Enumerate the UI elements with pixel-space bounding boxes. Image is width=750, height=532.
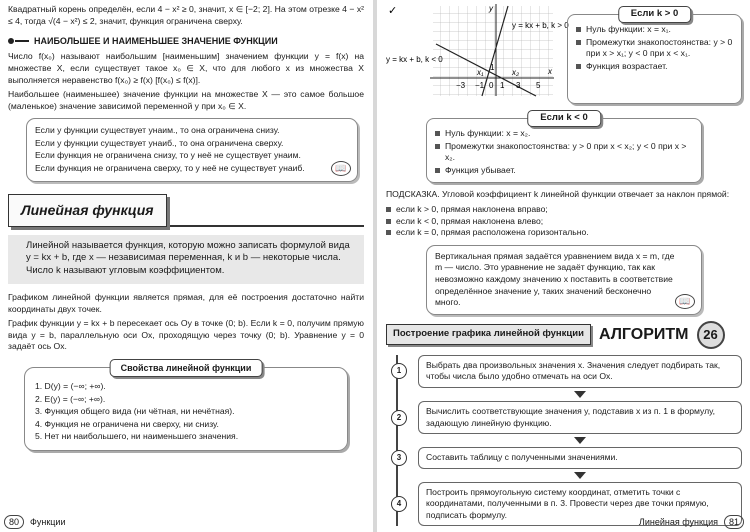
step-text: Составить таблицу с полученными значениями. — [426, 452, 618, 463]
tick-label: 1 — [490, 63, 495, 72]
x2-label: x₂ — [512, 68, 520, 77]
paragraph: Графиком линейной функции является прямая, для её построения достаточно найти координаты двух точек. — [8, 292, 364, 314]
algorithm-step — [396, 355, 742, 388]
step-text: Выбрать два произвольных значения x. Значения следует подбирать так, чтобы числа было удобно отмечать на оси Ox. — [426, 359, 721, 382]
list-item — [576, 61, 733, 73]
step-number: 3 — [391, 450, 407, 466]
step-number: 4 — [391, 496, 407, 512]
algorithm-number: 26 — [697, 321, 725, 349]
page-number: 81 — [724, 515, 744, 529]
algorithm-step — [396, 401, 742, 434]
intro-text: Квадратный корень определён, если 4 − x² ≥ 0, значит, x ∈ [−2; 2]. На этом отрезке 4 − x² ≤ 4, тогда √(4 − x²) ≤ 2, значит, функция ограничена сверху. — [8, 4, 364, 26]
list-text: Нуль функции: x = x₂. — [445, 128, 531, 138]
square-bullet-icon — [386, 207, 391, 212]
list-text: Промежутки знакопостоянства: y > 0 при x < x₂; y < 0 при x > x₂. — [445, 140, 687, 163]
running-title: Функции — [30, 516, 66, 527]
k-negative-title: Если k < 0 — [527, 110, 601, 127]
list-item — [435, 165, 693, 177]
arrow-down-icon — [574, 472, 586, 479]
list-item — [576, 37, 733, 60]
algorithm-title: Построение графика линейной функции — [386, 324, 591, 345]
square-bullet-icon — [576, 27, 581, 32]
list-item — [576, 24, 733, 36]
k-positive-title: Если k > 0 — [618, 6, 692, 23]
step-text: Построить прямоугольную систему координат, отметить точки с координатами, полученными в п. 3. Провести через две точки прямую, подписать формулу. — [426, 486, 709, 520]
tick-label: 1 — [500, 81, 505, 90]
square-bullet-icon — [435, 168, 440, 173]
square-bullet-icon — [576, 40, 581, 45]
properties-title: Свойства линейной функции — [110, 359, 263, 377]
book-icon: 📖 — [331, 161, 351, 176]
note-line: Если функция не ограничена сверху, то у неё не существует yнаиб. — [35, 163, 305, 174]
list-item — [435, 128, 693, 140]
hint-item — [386, 204, 742, 216]
property-item: 5. Нет ни наибольшего, ни наименьшего значения. — [35, 431, 239, 442]
hint-item-text: если k < 0, прямая наклонена влево; — [396, 215, 544, 226]
step-number: 2 — [391, 410, 407, 426]
note-line: Если у функции существует yнаим., то она ограничена снизу. — [35, 125, 280, 136]
algorithm-header — [386, 321, 742, 349]
tick-label: −3 — [456, 81, 466, 90]
graph-row — [386, 4, 742, 104]
square-bullet-icon — [435, 144, 440, 149]
x-axis-label: x — [548, 67, 552, 76]
title-underline — [148, 225, 364, 227]
algorithm-steps — [386, 355, 742, 527]
tick-label: −1 — [475, 81, 485, 90]
step-number: 1 — [391, 363, 407, 379]
label-k-negative: y = kx + b, k < 0 — [386, 55, 443, 64]
list-text: Промежутки знакопостоянства: y > 0 при x > x₁; y < 0 при x < x₁. — [586, 36, 733, 59]
y-axis-label: y — [489, 4, 493, 13]
page-footer — [639, 515, 744, 529]
note-line: Если функция не ограничена снизу, то у неё не существует yнаим. — [35, 150, 301, 161]
dash-icon — [15, 40, 29, 42]
bounds-note-box — [26, 118, 358, 181]
running-title: Линейная функция — [638, 516, 718, 527]
check-icon: ✓ — [388, 5, 398, 17]
algorithm-word: АЛГОРИТМ — [598, 325, 689, 343]
properties-box — [24, 362, 348, 451]
page-number: 80 — [4, 515, 24, 529]
hint-item-text: если k = 0, прямая расположена горизонтально. — [396, 227, 589, 238]
chapter-title: Линейная функция — [8, 194, 167, 227]
k-negative-box — [426, 112, 702, 183]
linear-graph — [386, 4, 569, 104]
paragraph: Число f(x₀) называют наибольшим [наименьшим] значением функции y = f(x) на множестве X, если существует такое x₀ ∈ X, что для любого x из множества X выполняется неравенство f(x₀) ≥ f(x) [f(x₀) ≤ f(x)]. — [8, 51, 364, 85]
step-text: Вычислить соответствующие значения y, подставив x из п. 1 в формулу, задающую линейную функцию. — [426, 405, 715, 428]
paragraph: Наибольшее (наименьшее) значение функции на множестве X — это самое большое (маленькое) значение зависимой переменной y при x₀ ∈ X. — [8, 89, 364, 111]
page-footer — [4, 515, 65, 529]
square-bullet-icon — [435, 131, 440, 136]
note-line: Если у функции существует yнаиб., то она ограничена сверху. — [35, 137, 284, 148]
list-item — [435, 141, 693, 164]
property-item: 1. D(y) = (−∞; +∞). — [35, 380, 106, 391]
arrow-down-icon — [574, 437, 586, 444]
property-item: 2. E(y) = (−∞; +∞). — [35, 393, 106, 404]
left-page — [0, 0, 372, 532]
algorithm-step — [396, 447, 742, 469]
x1-label: x₁ — [477, 68, 484, 77]
book-spine — [373, 0, 377, 532]
list-text: Нуль функции: x = x₁. — [586, 24, 671, 34]
note-text: Вертикальная прямая задаётся уравнением вида x = m, где m — число. Это уравнение не задаёт функцию, так как невозможно каждому значению x поставить в соответствие определённое значение y, таких значений бесконечно много. — [435, 250, 675, 308]
tick-label: 3 — [516, 81, 521, 90]
arrow-down-icon — [574, 391, 586, 398]
property-item: 3. Функция общего вида (ни чётная, ни нечётная). — [35, 406, 235, 417]
property-item: 4. Функция не ограничена ни сверху, ни снизу. — [35, 418, 219, 429]
list-text: Функция убывает. — [445, 164, 516, 175]
square-bullet-icon — [386, 219, 391, 224]
section-title: НАИБОЛЬШЕЕ И НАИМЕНЬШЕЕ ЗНАЧЕНИЕ ФУНКЦИИ — [34, 36, 278, 47]
list-text: Функция возрастает. — [586, 60, 668, 71]
square-bullet-icon — [576, 64, 581, 69]
label-k-positive: y = kx + b, k > 0 — [512, 21, 569, 30]
section-heading — [8, 35, 364, 47]
vertical-line-note — [426, 245, 702, 315]
hint-item-text: если k > 0, прямая наклонена вправо; — [396, 203, 548, 214]
square-bullet-icon — [386, 230, 391, 235]
book-icon: 📖 — [675, 294, 695, 309]
right-page — [378, 0, 750, 532]
k-positive-box — [567, 8, 742, 104]
tick-label: 5 — [536, 81, 541, 90]
bullet-icon — [8, 38, 14, 44]
paragraph: График функции y = kx + b пересекает ось Oy в точке (0; b). Если k = 0, получим прямую вида y = b, параллельную оси Ox, проходящую через точку (0; b). Уравнение y = 0 задаёт ось Ox. — [8, 318, 364, 352]
hint-item — [386, 216, 742, 228]
hint-text: ПОДСКАЗКА. Угловой коэффициент k линейной функции отвечает за наклон прямой: — [386, 189, 730, 200]
definition-box: Линейной называется функция, которую можно записать формулой вида y = kx + b, где x — независимая переменная, k и b — некоторые числа. Число k называют угловым коэффициентом. — [8, 235, 364, 284]
tick-label: 0 — [489, 81, 494, 90]
hint-item — [386, 227, 742, 239]
